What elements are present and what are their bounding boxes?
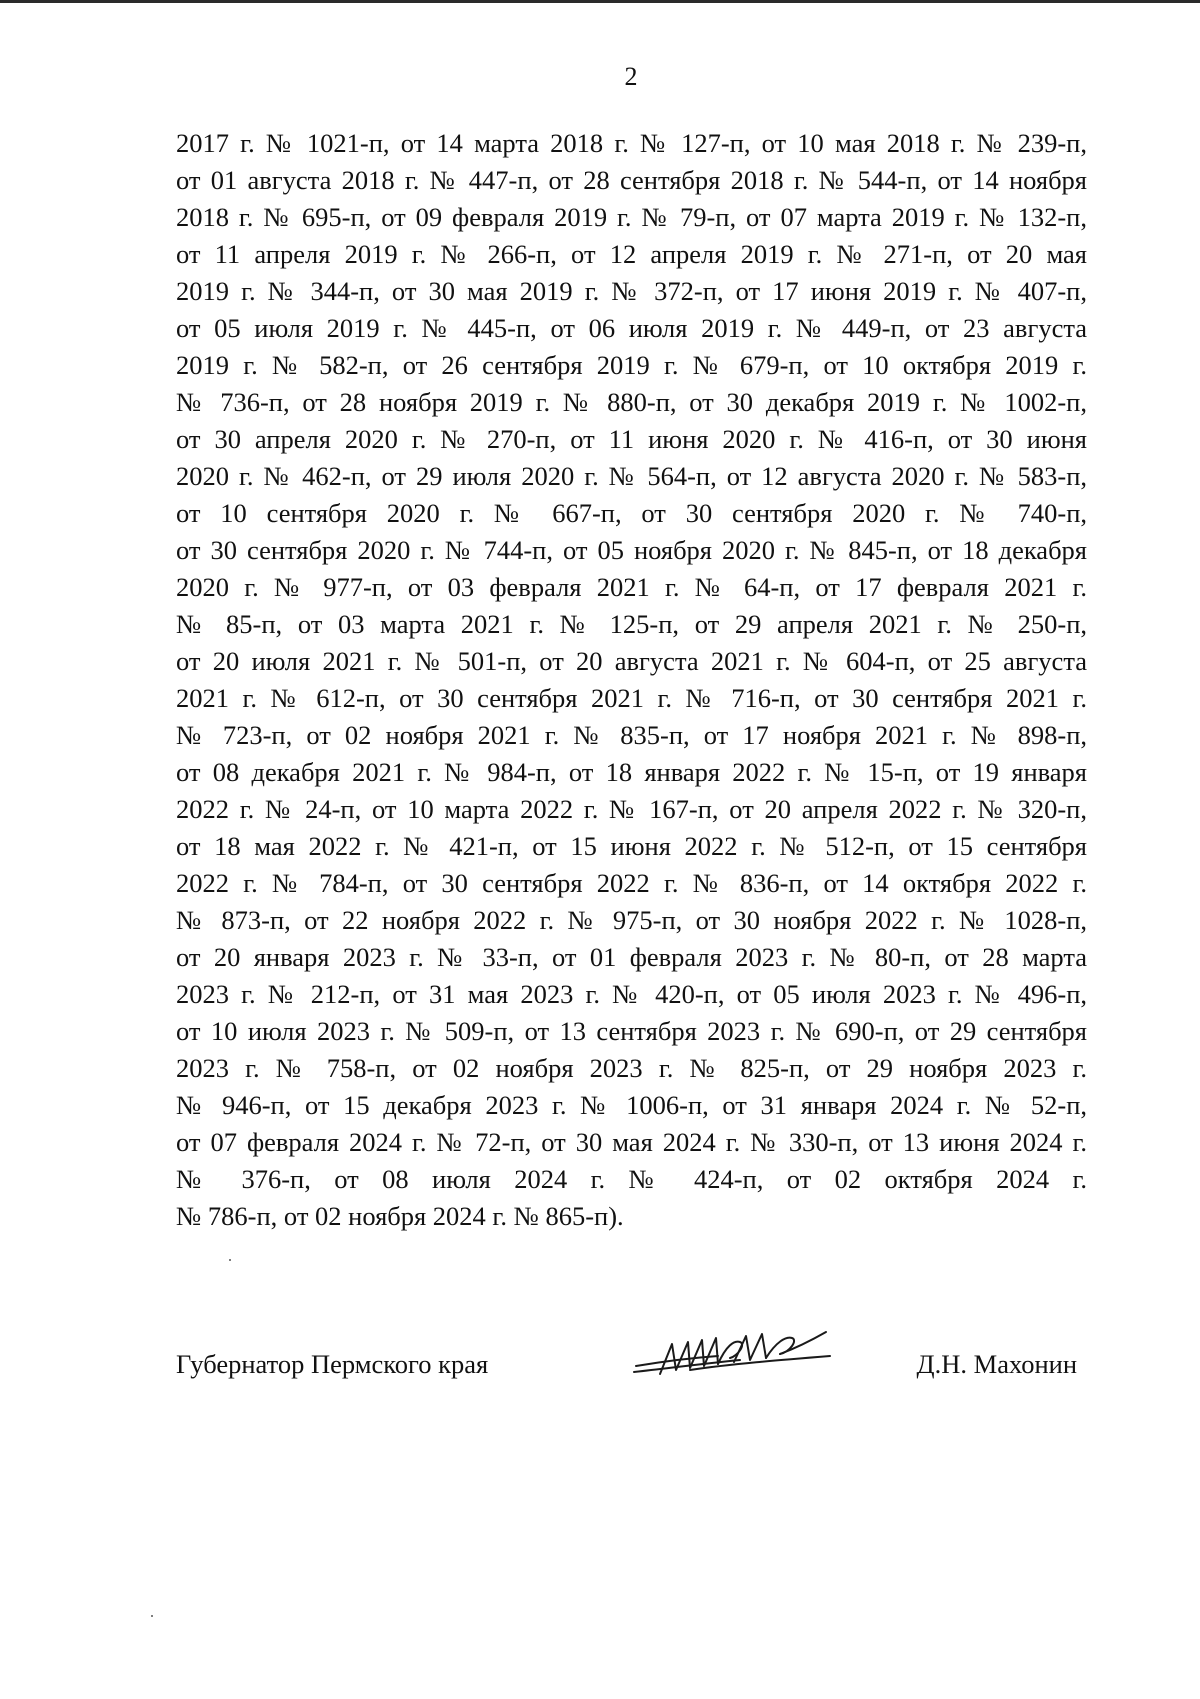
body-line: 2017 г. № 1021-п, от 14 марта 2018 г. № 127-п, от 10 мая 2018 г. № 239-п,	[176, 128, 1087, 158]
body-line: 2023 г. № 212-п, от 31 мая 2023 г. № 420-п, от 05 июля 2023 г. № 496-п,	[176, 979, 1087, 1009]
scan-speck	[229, 1259, 231, 1261]
body-line: 2021 г. № 612-п, от 30 сентября 2021 г. № 716-п, от 30 сентября 2021 г.	[176, 683, 1087, 713]
body-line: от 11 апреля 2019 г. № 266-п, от 12 апреля 2019 г. № 271-п, от 20 мая	[176, 239, 1087, 269]
body-line: 2020 г. № 462-п, от 29 июля 2020 г. № 564-п, от 12 августа 2020 г. № 583-п,	[176, 461, 1087, 491]
signatory-title: Губернатор Пермского края	[176, 1349, 489, 1379]
body-line: № 376-п, от 08 июля 2024 г. № 424-п, от 02 октября 2024 г.	[176, 1164, 1087, 1194]
body-line: № 736-п, от 28 ноября 2019 г. № 880-п, от 30 декабря 2019 г. № 1002-п,	[176, 387, 1087, 417]
body-line: № 873-п, от 22 ноября 2022 г. № 975-п, от 30 ноября 2022 г. № 1028-п,	[176, 905, 1087, 935]
body-line: № 786-п, от 02 ноября 2024 г. № 865-п).	[176, 1201, 624, 1231]
body-line: 2019 г. № 582-п, от 26 сентября 2019 г. № 679-п, от 10 октября 2019 г.	[176, 350, 1087, 380]
body-line: 2022 г. № 784-п, от 30 сентября 2022 г. № 836-п, от 14 октября 2022 г.	[176, 868, 1087, 898]
body-line: 2020 г. № 977-п, от 03 февраля 2021 г. № 64-п, от 17 февраля 2021 г.	[176, 572, 1087, 602]
scan-speck	[151, 1615, 153, 1617]
body-line: от 10 сентября 2020 г. № 667-п, от 30 сентября 2020 г. № 740-п,	[176, 498, 1087, 528]
body-line: 2022 г. № 24-п, от 10 марта 2022 г. № 167-п, от 20 апреля 2022 г. № 320-п,	[176, 794, 1087, 824]
body-line: от 20 июля 2021 г. № 501-п, от 20 августа 2021 г. № 604-п, от 25 августа	[176, 646, 1087, 676]
body-line: от 10 июля 2023 г. № 509-п, от 13 сентября 2023 г. № 690-п, от 29 сентября	[176, 1016, 1087, 1046]
body-line: от 08 декабря 2021 г. № 984-п, от 18 января 2022 г. № 15-п, от 19 января	[176, 757, 1087, 787]
body-line: № 946-п, от 15 декабря 2023 г. № 1006-п, от 31 января 2024 г. № 52-п,	[176, 1090, 1087, 1120]
body-line: 2018 г. № 695-п, от 09 февраля 2019 г. № 79-п, от 07 марта 2019 г. № 132-п,	[176, 202, 1087, 232]
signatory-name: Д.Н. Махонин	[916, 1349, 1077, 1379]
handwritten-signature	[630, 1322, 850, 1382]
body-text	[176, 125, 1087, 1235]
body-line: 2019 г. № 344-п, от 30 мая 2019 г. № 372-п, от 17 июня 2019 г. № 407-п,	[176, 276, 1087, 306]
body-line: от 30 апреля 2020 г. № 270-п, от 11 июня 2020 г. № 416-п, от 30 июня	[176, 424, 1087, 454]
body-line: от 05 июля 2019 г. № 445-п, от 06 июля 2019 г. № 449-п, от 23 августа	[176, 313, 1087, 343]
page-number: 2	[624, 62, 638, 91]
body-line: от 20 января 2023 г. № 33-п, от 01 февраля 2023 г. № 80-п, от 28 марта	[176, 942, 1087, 972]
body-line: от 30 сентября 2020 г. № 744-п, от 05 ноября 2020 г. № 845-п, от 18 декабря	[176, 535, 1087, 565]
body-line: 2023 г. № 758-п, от 02 ноября 2023 г. № 825-п, от 29 ноября 2023 г.	[176, 1053, 1087, 1083]
body-line: № 85-п, от 03 марта 2021 г. № 125-п, от 29 апреля 2021 г. № 250-п,	[176, 609, 1087, 639]
body-line: от 07 февраля 2024 г. № 72-п, от 30 мая 2024 г. № 330-п, от 13 июня 2024 г.	[176, 1127, 1087, 1157]
body-line: от 01 августа 2018 г. № 447-п, от 28 сентября 2018 г. № 544-п, от 14 ноября	[176, 165, 1087, 195]
scan-top-edge	[0, 0, 1200, 3]
body-line: № 723-п, от 02 ноября 2021 г. № 835-п, от 17 ноября 2021 г. № 898-п,	[176, 720, 1087, 750]
body-line: от 18 мая 2022 г. № 421-п, от 15 июня 2022 г. № 512-п, от 15 сентября	[176, 831, 1087, 861]
